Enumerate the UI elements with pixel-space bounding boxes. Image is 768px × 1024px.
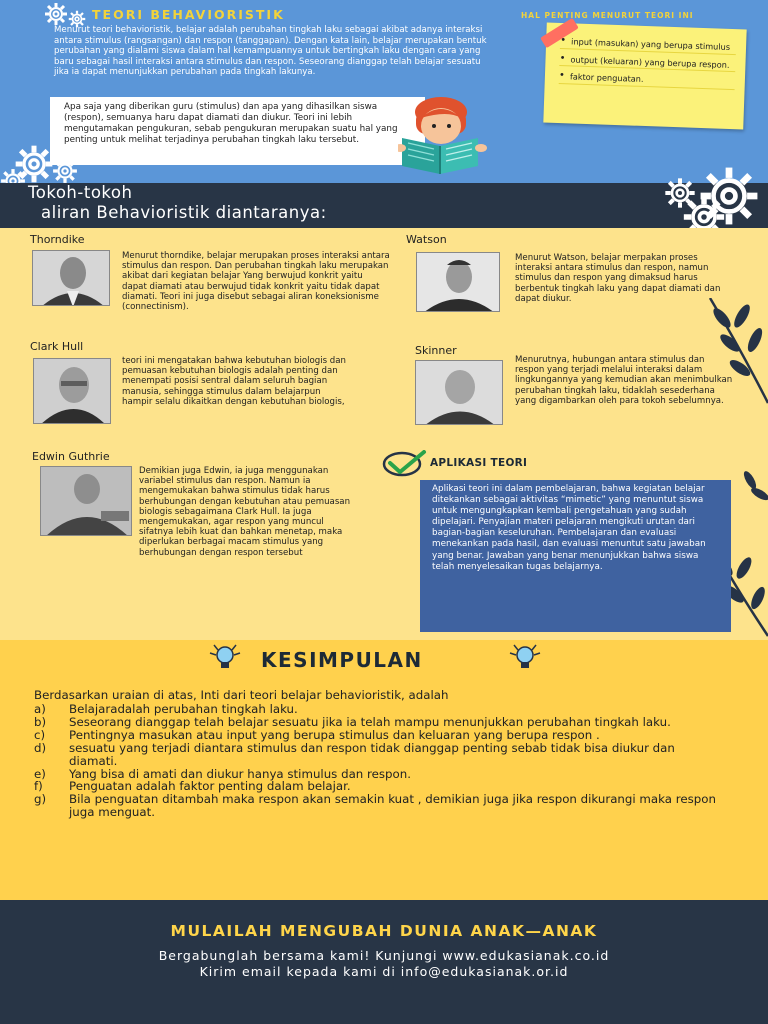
- quote-text: Apa saja yang diberikan guru (stimulus) dan apa yang dihasilkan siswa (respon), semuanya haru dapat diamati dan diukur. Teori ini lebih mengutamakan pengukuran, sebab pengukuran merupakan suatu hal yang penting untuk melihat terjadinya perubahan tingkah laku tersebut.: [64, 102, 398, 145]
- intro-section: [0, 0, 768, 183]
- application-title: APLIKASI TEORI: [430, 457, 528, 469]
- checkmark-icon: [382, 450, 428, 478]
- conclusion-title: KESIMPULAN: [261, 648, 423, 672]
- figure-name-watson: Watson: [406, 233, 447, 246]
- leaf-sprig-decoration: [736, 468, 768, 508]
- figure-desc-thorndike: Menurut thorndike, belajar merupakan proses interaksi antara stimulus dan respon. Dan perubahan tingkah laku merupakan akibat dari kegiatan belajar Yang berwujud konkrit yaitu dapat diamati atau berwujud tidak konkrit yaitu tidak dapat diamati. Teori ini juga disebut sebagai aliran koneksionisme (connectinism).: [122, 251, 390, 313]
- page-title: TEORI BEHAVIORISTIK: [92, 7, 285, 22]
- figure-desc-edwin-guthrie: Demikian juga Edwin, ia juga menggunakan variabel stimulus dan respon. Namun ia mengemukakan bahwa stimulus tidak harus berhubungan dengan kebutuhan atau pemuasan biologis sebagaimana Clark Hull. Ia juga mengemukakan, agar respon yang muncul sifatnya lebih kuat dan bahkan menetap, maka diperlukan berbagai macam stimulus yang berhubungan dengan respon tersebut: [139, 466, 351, 558]
- list-item: f) Penguatan adalah faktor penting dalam belajar.: [34, 779, 351, 794]
- application-box: [420, 480, 731, 632]
- portrait-thorndike: [32, 250, 110, 306]
- quote-box: [50, 97, 425, 165]
- lightbulb-icon: [206, 643, 244, 671]
- list-item: g) Bila penguatan ditambah maka respon akan semakin kuat , demikian juga jika respon dikurangi maka respon juga menguat.: [34, 792, 716, 820]
- gear-icon: [0, 168, 26, 183]
- intro-paragraph: Menurut teori behavioristik, belajar adalah perubahan tingkah laku sebagai akibat adanya interaksi antara stimulus (rangsangan) dan respon (tanggapan). Dengan kata lain, belajar merupakan bentuk perubahan yang dialami siswa dalam hal kemampuannya untuk bertingkah laku dengan cara yang baru sebagai hasil interaksi antara stimulus dan respon. Seseorang dianggap telah belajar sesuatu jika ia dapat menunjukkan perubahan pada tingkah lakunya.: [54, 25, 487, 78]
- list-item: e) Yang bisa di amati dan diukur hanya stimulus dan respon.: [34, 766, 411, 781]
- portrait-skinner: [415, 360, 503, 425]
- conclusion-lead: Berdasarkan uraian di atas, Inti dari teori belajar behavioristik, adalah: [34, 688, 449, 702]
- conclusion-list: [34, 703, 724, 819]
- figure-name-edwin-guthrie: Edwin Guthrie: [32, 450, 110, 463]
- figures-heading-band: [0, 183, 768, 228]
- important-points-note: [543, 23, 746, 130]
- portrait-clark-hull: [33, 358, 111, 424]
- figure-name-clark-hull: Clark Hull: [30, 340, 84, 353]
- figure-desc-watson: Menurut Watson, belajar merpakan proses interaksi antara stimulus dan respon, namun stimulus dan respon yang dimaksud harus berbentuk tingkah laku yang dapat diamati dan dapat diukur.: [515, 253, 721, 304]
- figure-name-thorndike: Thorndike: [30, 233, 85, 246]
- figure-desc-skinner: Menurutnya, hubungan antara stimulus dan respon yang terjadi melalui interaksi dalam lingkungannya yang kemudian akan menimbulkan perubahan tingkah laku, tidaklah sesederhana yang digambarkan oleh para tokoh sebelumnya.: [515, 355, 733, 406]
- gear-icon: [52, 158, 78, 183]
- list-item: • faktor penguatan.: [559, 72, 735, 90]
- conclusion-section: [0, 640, 768, 900]
- figure-name-skinner: Skinner: [415, 344, 457, 357]
- list-item: • output (keluaran) yang berupa respon.: [559, 55, 735, 73]
- reading-girl-illustration: [398, 96, 518, 176]
- list-item: • input (masukan) yang berupa stimulus: [560, 37, 736, 55]
- list-item: d) sesuatu yang terjadi diantara stimulus dan respon tidak dianggap penting sebab tidak bisa diukur dan diamati.: [34, 740, 675, 768]
- portrait-watson: [416, 252, 500, 312]
- list-item: b) Seseorang dianggap telah belajar sesuatu jika ia telah mampu menunjukkan perubahan tingkah laku.: [34, 714, 671, 729]
- gear-icon: [44, 2, 68, 26]
- footer-website-line[interactable]: Bergabunglah bersama kami! Kunjungi www.edukasianak.co.id: [158, 948, 610, 963]
- list-item: a) Belajaradalah perubahan tingkah laku.: [34, 702, 298, 716]
- figure-desc-clark-hull: teori ini mengatakan bahwa kebutuhan biologis dan pemuasan kebutuhan biologis adalah penting dan menempati posisi sentral dalam seluruh bagian manusia, sehingga stimulus dalam belajarpun hampir selalu dikaitkan dengan kebutuhan biologis,: [122, 356, 346, 407]
- important-points-list: [559, 37, 737, 90]
- footer-email-line[interactable]: Kirim email kepada kami di info@edukasianak.or.id: [199, 964, 569, 979]
- important-points-title: HAL PENTING MENURUT TEORI INI: [521, 11, 694, 20]
- figures-heading: Tokoh-tokoh aliran Behavioristik diantaranya:: [28, 183, 327, 222]
- lightbulb-icon: [506, 643, 544, 671]
- portrait-edwin-guthrie: [40, 466, 132, 536]
- footer: [0, 900, 768, 1024]
- application-text: Aplikasi teori ini dalam pembelajaran, bahwa kegiatan belajar ditekankan sebagai aktivitas “mimetic” yang menuntut siswa untuk mengungkapkan kembali pengetahuan yang sudah dipelajari. Penyajian materi pelajaran mengikuti urutan dari bagian-bagian keseluruhan. Pembelajaran dan evaluasi menekankan pada hasil, dan evaluasi menuntut satu jawaban yang benar. Jawaban yang benar menunjukkan bahwa siswa telah menyelesaikan tugas belajarnya.: [432, 484, 706, 572]
- footer-title: MULAILAH MENGUBAH DUNIA ANAK—ANAK: [170, 922, 598, 940]
- list-item: c) Pentingnya masukan atau input yang berupa stimulus dan keluaran yang berupa respon .: [34, 727, 600, 742]
